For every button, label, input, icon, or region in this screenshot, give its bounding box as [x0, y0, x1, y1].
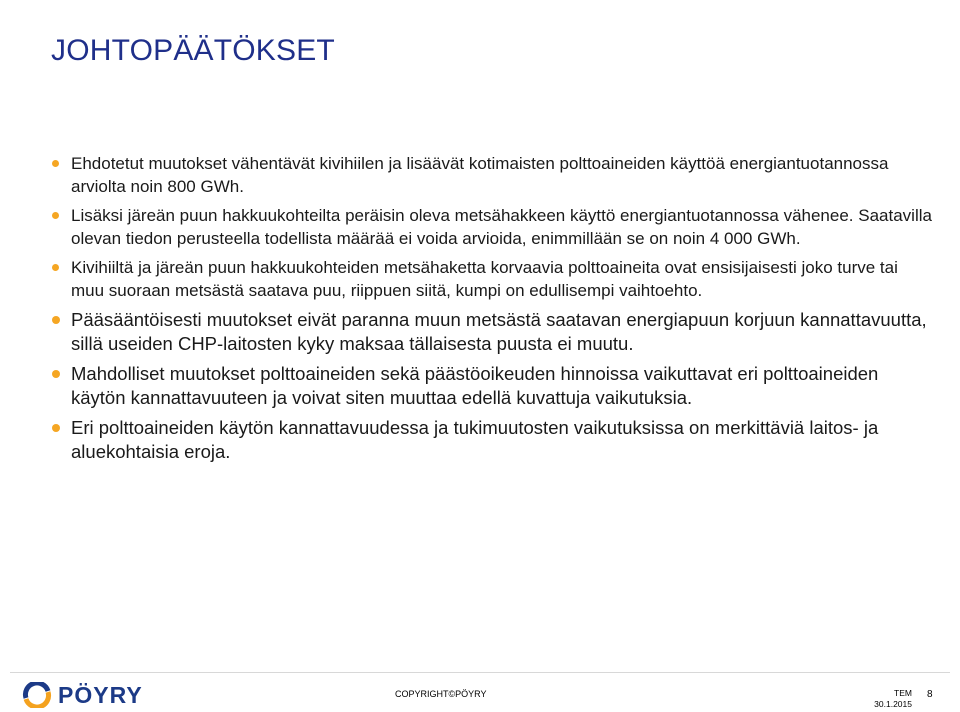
footer-author: TEM [894, 688, 912, 698]
slide-title: JOHTOPÄÄTÖKSET [51, 34, 335, 67]
bullet-text: Pääsääntöisesti muutokset eivät paranna muun metsästä saatavan energiapuun korjuun kannattavuutta, sillä useiden CHP-laitosten kyky maksaa tällaisesta puusta ei muutu. [71, 309, 927, 354]
bullet-item [52, 308, 932, 356]
bullet-text: Ehdotetut muutokset vähentävät kivihiilen ja lisäävät kotimaisten polttoaineiden käyttöä energiantuotannossa arviolta noin 800 GWh. [71, 154, 889, 196]
footer-divider [10, 672, 950, 673]
bullet-dot-icon [52, 370, 60, 378]
bullet-text: Mahdolliset muutokset polttoaineiden sekä päästöoikeuden hinnoissa vaikuttavat eri polttoaineiden käytön kannattavuuteen ja voivat siten muuttaa edellä kuvattuja vaikutuksia. [71, 363, 879, 408]
bullet-item [52, 362, 932, 410]
bullet-item [52, 204, 932, 250]
bullet-item [52, 152, 932, 198]
bullet-dot-icon [52, 316, 60, 324]
bullet-text: Eri polttoaineiden käytön kannattavuudessa ja tukimuutosten vaikutuksissa on merkittäviä laitos- ja aluekohtaisia eroja. [71, 417, 879, 462]
bullet-item [52, 416, 932, 464]
logo-wordmark: PÖYRY [58, 682, 143, 708]
bullet-dot-icon [52, 424, 60, 432]
poyry-logo-icon [22, 682, 52, 708]
bullet-list [52, 152, 932, 470]
bullet-item [52, 256, 932, 302]
bullet-dot-icon [52, 264, 59, 271]
company-logo [22, 682, 143, 708]
bullet-text: Kivihiiltä ja järeän puun hakkuukohteiden metsähaketta korvaavia polttoaineita ovat ensisijaisesti joko turve tai muu suoraan metsästä saatava puu, riippuen siitä, kumpi on edullisempi vaihtoehto. [71, 258, 898, 300]
footer-meta [874, 688, 912, 710]
bullet-text: Lisäksi järeän puun hakkuukohteilta peräisin oleva metsähakkeen käyttö energiantuotannossa vähenee. Saatavilla olevan tiedon perusteella todellista määrää ei voida arvioida, enimmillään se on noin 4 000 GWh. [71, 206, 932, 248]
bullet-dot-icon [52, 160, 59, 167]
page-number: 8 [927, 689, 933, 700]
bullet-dot-icon [52, 212, 59, 219]
footer-date: 30.1.2015 [874, 699, 912, 709]
copyright-notice: COPYRIGHT©PÖYRY [395, 689, 487, 699]
